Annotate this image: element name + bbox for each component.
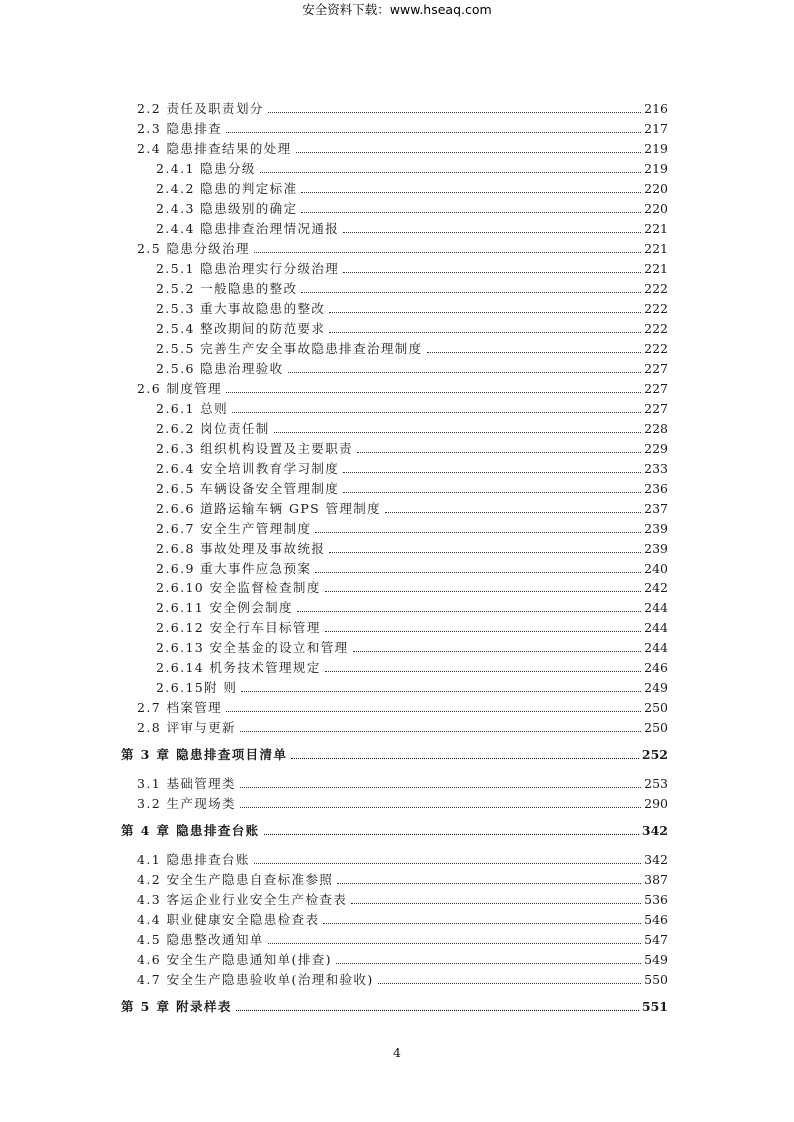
- toc-entry-label: 2.2 责任及职责划分: [137, 101, 264, 116]
- toc-entry[interactable]: [137, 847, 668, 867]
- dot-leader: [301, 292, 641, 293]
- toc-entry-page: 290: [644, 796, 668, 811]
- toc-entry-label: 2.6.9 重大事件应急预案: [156, 561, 312, 576]
- toc-entry-label: 2.6.15附 则: [156, 680, 238, 695]
- toc-entry-page: 220: [644, 201, 668, 216]
- page-number: 4: [393, 1045, 401, 1060]
- toc-entry-label: 2.6.7 安全生产管理制度: [156, 521, 312, 536]
- toc-entry-page: 546: [644, 912, 668, 927]
- toc-entry-page: 221: [644, 261, 668, 276]
- toc-entry-page: 220: [644, 181, 668, 196]
- dot-leader: [240, 787, 641, 788]
- toc-entry-page: 236: [644, 481, 668, 496]
- dot-leader: [241, 691, 641, 692]
- toc-entry-page: 246: [644, 660, 668, 675]
- dot-leader: [226, 711, 641, 712]
- toc-entry[interactable]: [156, 575, 668, 595]
- toc-entry-page: 237: [644, 501, 668, 516]
- toc-entry[interactable]: [137, 867, 668, 887]
- toc-entry[interactable]: [137, 771, 668, 791]
- dot-leader: [226, 392, 641, 393]
- dot-leader: [301, 192, 641, 193]
- toc-entry-page: 227: [644, 401, 668, 416]
- toc-entry[interactable]: [156, 156, 668, 176]
- toc-entry-label: 4.6 安全生产隐患通知单(排查): [137, 952, 332, 967]
- dot-leader: [240, 731, 641, 732]
- toc-entry[interactable]: [156, 456, 668, 476]
- dot-leader: [254, 863, 641, 864]
- toc-entry-page: 252: [641, 747, 668, 762]
- toc-entry-page: 342: [641, 823, 668, 838]
- toc-entry-page: 244: [644, 640, 668, 655]
- toc-entry[interactable]: [156, 176, 668, 196]
- toc-entry-page: 227: [644, 381, 668, 396]
- toc-entry-page: 549: [644, 952, 668, 967]
- dot-leader: [236, 1010, 639, 1011]
- dot-leader: [268, 112, 641, 113]
- toc-entry-label: 2.5.1 隐患治理实行分级治理: [156, 261, 340, 276]
- dot-leader: [226, 132, 641, 133]
- toc-entry[interactable]: [156, 356, 668, 376]
- toc-entry-label: 4.5 隐患整改通知单: [137, 932, 264, 947]
- toc-entry[interactable]: [156, 476, 668, 496]
- toc-entry-label: 4.1 隐患排查台账: [137, 852, 250, 867]
- toc-entry[interactable]: [137, 96, 668, 116]
- toc-entry-label: 4.2 安全生产隐患自查标准参照: [137, 872, 334, 887]
- toc-entry-label: 2.5.3 重大事故隐患的整改: [156, 301, 326, 316]
- toc-entry-page: 239: [644, 521, 668, 536]
- toc-entry-page: 249: [644, 680, 668, 695]
- toc-entry[interactable]: [137, 136, 668, 156]
- toc-entry[interactable]: [137, 967, 668, 987]
- dot-leader: [325, 631, 641, 632]
- toc-entry-page: 250: [644, 700, 668, 715]
- dot-leader: [336, 963, 641, 964]
- toc-entry-label: 2.6.12 安全行车目标管理: [156, 620, 321, 635]
- toc-entry-label: 2.6.4 安全培训教育学习制度: [156, 461, 340, 476]
- toc-entry-page: 229: [644, 441, 668, 456]
- toc-entry[interactable]: [156, 635, 668, 655]
- toc-entry-label: 2.6.11 安全例会制度: [156, 600, 293, 615]
- dot-leader: [315, 532, 641, 533]
- dot-leader: [232, 412, 641, 413]
- toc-entry-label: 2.4.4 隐患排查治理情况通报: [156, 221, 340, 236]
- dot-leader: [297, 611, 641, 612]
- dot-leader: [301, 212, 641, 213]
- toc-entry-label: 4.4 职业健康安全隐患检查表: [137, 912, 320, 927]
- toc-entry-label: 2.5.2 一般隐患的整改: [156, 281, 298, 296]
- toc-entry-page: 233: [644, 461, 668, 476]
- toc-entry-label: 2.6.2 岗位责任制: [156, 421, 270, 436]
- toc-entry[interactable]: [156, 396, 668, 416]
- dot-leader: [337, 883, 641, 884]
- toc-entry[interactable]: [156, 496, 668, 516]
- dot-leader: [323, 923, 641, 924]
- toc-entry-page: 387: [644, 872, 668, 887]
- toc-entry[interactable]: [137, 695, 668, 715]
- toc-entry-page: 221: [644, 221, 668, 236]
- dot-leader: [378, 983, 642, 984]
- toc-entry-label: 2.6 制度管理: [137, 381, 223, 396]
- toc-entry[interactable]: [156, 416, 668, 436]
- toc-entry-page: 222: [644, 281, 668, 296]
- toc-entry[interactable]: [156, 196, 668, 216]
- toc-entry[interactable]: [137, 236, 668, 256]
- toc-entry-label: 3.1 基础管理类: [137, 776, 236, 791]
- dot-leader: [268, 943, 641, 944]
- toc-entry-page: 536: [644, 892, 668, 907]
- toc-entry[interactable]: [156, 655, 668, 675]
- dot-leader: [325, 671, 641, 672]
- toc-entry-label: 第 5 章 附录样表: [121, 999, 232, 1014]
- toc-entry[interactable]: [156, 316, 668, 336]
- toc-entry-label: 2.6.5 车辆设备安全管理制度: [156, 481, 340, 496]
- dot-leader: [264, 834, 639, 835]
- toc-entry-label: 第 3 章 隐患排查项目清单: [121, 747, 288, 762]
- toc-entry-label: 2.8 评审与更新: [137, 720, 236, 735]
- dot-leader: [427, 352, 642, 353]
- toc-entry-label: 2.6.13 安全基金的设立和管理: [156, 640, 349, 655]
- dot-leader: [329, 332, 641, 333]
- toc-entry-label: 2.6.8 事故处理及事故统报: [156, 541, 326, 556]
- page-header: 安全资料下载：www.hseaq.com: [302, 2, 492, 17]
- toc-entry-page: 240: [644, 561, 668, 576]
- dot-leader: [343, 492, 641, 493]
- toc-entry-label: 2.4 隐患排查结果的处理: [137, 141, 292, 156]
- toc-entry[interactable]: [137, 715, 668, 735]
- toc-entry-label: 2.4.2 隐患的判定标准: [156, 181, 298, 196]
- toc-entry-page: 250: [644, 720, 668, 735]
- toc-entry-page: 342: [644, 852, 668, 867]
- dot-leader: [291, 758, 639, 759]
- toc-entry-label: 4.7 安全生产隐患验收单(治理和验收): [137, 972, 374, 987]
- toc-entry[interactable]: [137, 927, 668, 947]
- dot-leader: [353, 651, 642, 652]
- toc-entry[interactable]: [156, 256, 668, 276]
- toc-entry-page: 239: [644, 541, 668, 556]
- toc-entry-page: 242: [644, 580, 668, 595]
- dot-leader: [296, 152, 642, 153]
- toc-entry[interactable]: [156, 336, 668, 356]
- toc-entry-label: 2.5.6 隐患治理验收: [156, 361, 284, 376]
- toc-entry-label: 2.6.14 机务技术管理规定: [156, 660, 321, 675]
- toc-entry-page: 219: [644, 161, 668, 176]
- dot-leader: [288, 372, 642, 373]
- toc-entry-label: 2.5.5 完善生产安全事故隐患排查治理制度: [156, 341, 423, 356]
- toc-entry-label: 2.6.1 总则: [156, 401, 228, 416]
- toc-entry[interactable]: [156, 516, 668, 536]
- dot-leader: [329, 552, 641, 553]
- toc-entry-label: 第 4 章 隐患排查台账: [121, 823, 260, 838]
- dot-leader: [240, 807, 641, 808]
- toc-entry-label: 2.6.10 安全监督检查制度: [156, 580, 321, 595]
- toc-entry-label: 2.5 隐患分级治理: [137, 241, 250, 256]
- toc-entry[interactable]: [137, 907, 668, 927]
- toc-entry-label: 2.3 隐患排查: [137, 121, 223, 136]
- toc-entry-page: 244: [644, 620, 668, 635]
- dot-leader: [357, 452, 641, 453]
- dot-leader: [325, 591, 641, 592]
- toc-chapter-entry[interactable]: [121, 994, 668, 1014]
- toc-entry-label: 2.6.3 组织机构设置及主要职责: [156, 441, 354, 456]
- toc-entry[interactable]: [156, 436, 668, 456]
- toc-entry[interactable]: [156, 615, 668, 635]
- dot-leader: [254, 252, 641, 253]
- toc-entry[interactable]: [137, 376, 668, 396]
- dot-leader: [274, 432, 641, 433]
- toc-entry-label: 4.3 客运企业行业安全生产检查表: [137, 892, 348, 907]
- toc-entry[interactable]: [156, 296, 668, 316]
- toc-entry-page: 222: [644, 321, 668, 336]
- toc-chapter-entry[interactable]: [121, 818, 668, 838]
- toc-entry-page: 216: [644, 101, 668, 116]
- toc-entry-page: 228: [644, 421, 668, 436]
- toc-chapter-entry[interactable]: [121, 742, 668, 762]
- toc-entry[interactable]: [137, 791, 668, 811]
- dot-leader: [343, 472, 641, 473]
- toc-entry-page: 227: [644, 361, 668, 376]
- toc-entry-page: 217: [644, 121, 668, 136]
- toc-entry-page: 222: [644, 301, 668, 316]
- toc-entry[interactable]: [137, 116, 668, 136]
- dot-leader: [343, 272, 641, 273]
- toc-entry[interactable]: [156, 216, 668, 236]
- dot-leader: [329, 312, 641, 313]
- dot-leader: [343, 232, 641, 233]
- toc-entry-page: 244: [644, 600, 668, 615]
- dot-leader: [351, 903, 641, 904]
- toc-entry[interactable]: [156, 595, 668, 615]
- toc-entry-page: 550: [644, 972, 668, 987]
- toc-entry[interactable]: [156, 675, 668, 695]
- toc-entry[interactable]: [156, 556, 668, 576]
- toc-entry-page: 551: [641, 999, 668, 1014]
- toc-entry-page: 547: [644, 932, 668, 947]
- toc-entry-label: 2.4.3 隐患级别的确定: [156, 201, 298, 216]
- toc-entry-page: 253: [644, 776, 668, 791]
- toc-entry-page: 221: [644, 241, 668, 256]
- dot-leader: [260, 172, 641, 173]
- toc-entry-label: 2.5.4 整改期间的防范要求: [156, 321, 326, 336]
- dot-leader: [315, 572, 641, 573]
- toc-entry[interactable]: [156, 276, 668, 296]
- toc-entry-label: 3.2 生产现场类: [137, 796, 236, 811]
- toc-entry-label: 2.6.6 道路运输车辆 GPS 管理制度: [156, 501, 382, 516]
- toc-entry-page: 219: [644, 141, 668, 156]
- toc-entry-label: 2.4.1 隐患分级: [156, 161, 256, 176]
- toc-entry[interactable]: [137, 887, 668, 907]
- toc-entry[interactable]: [137, 947, 668, 967]
- toc-entry[interactable]: [156, 536, 668, 556]
- toc-entry-label: 2.7 档案管理: [137, 700, 223, 715]
- dot-leader: [385, 512, 641, 513]
- toc-entry-page: 222: [644, 341, 668, 356]
